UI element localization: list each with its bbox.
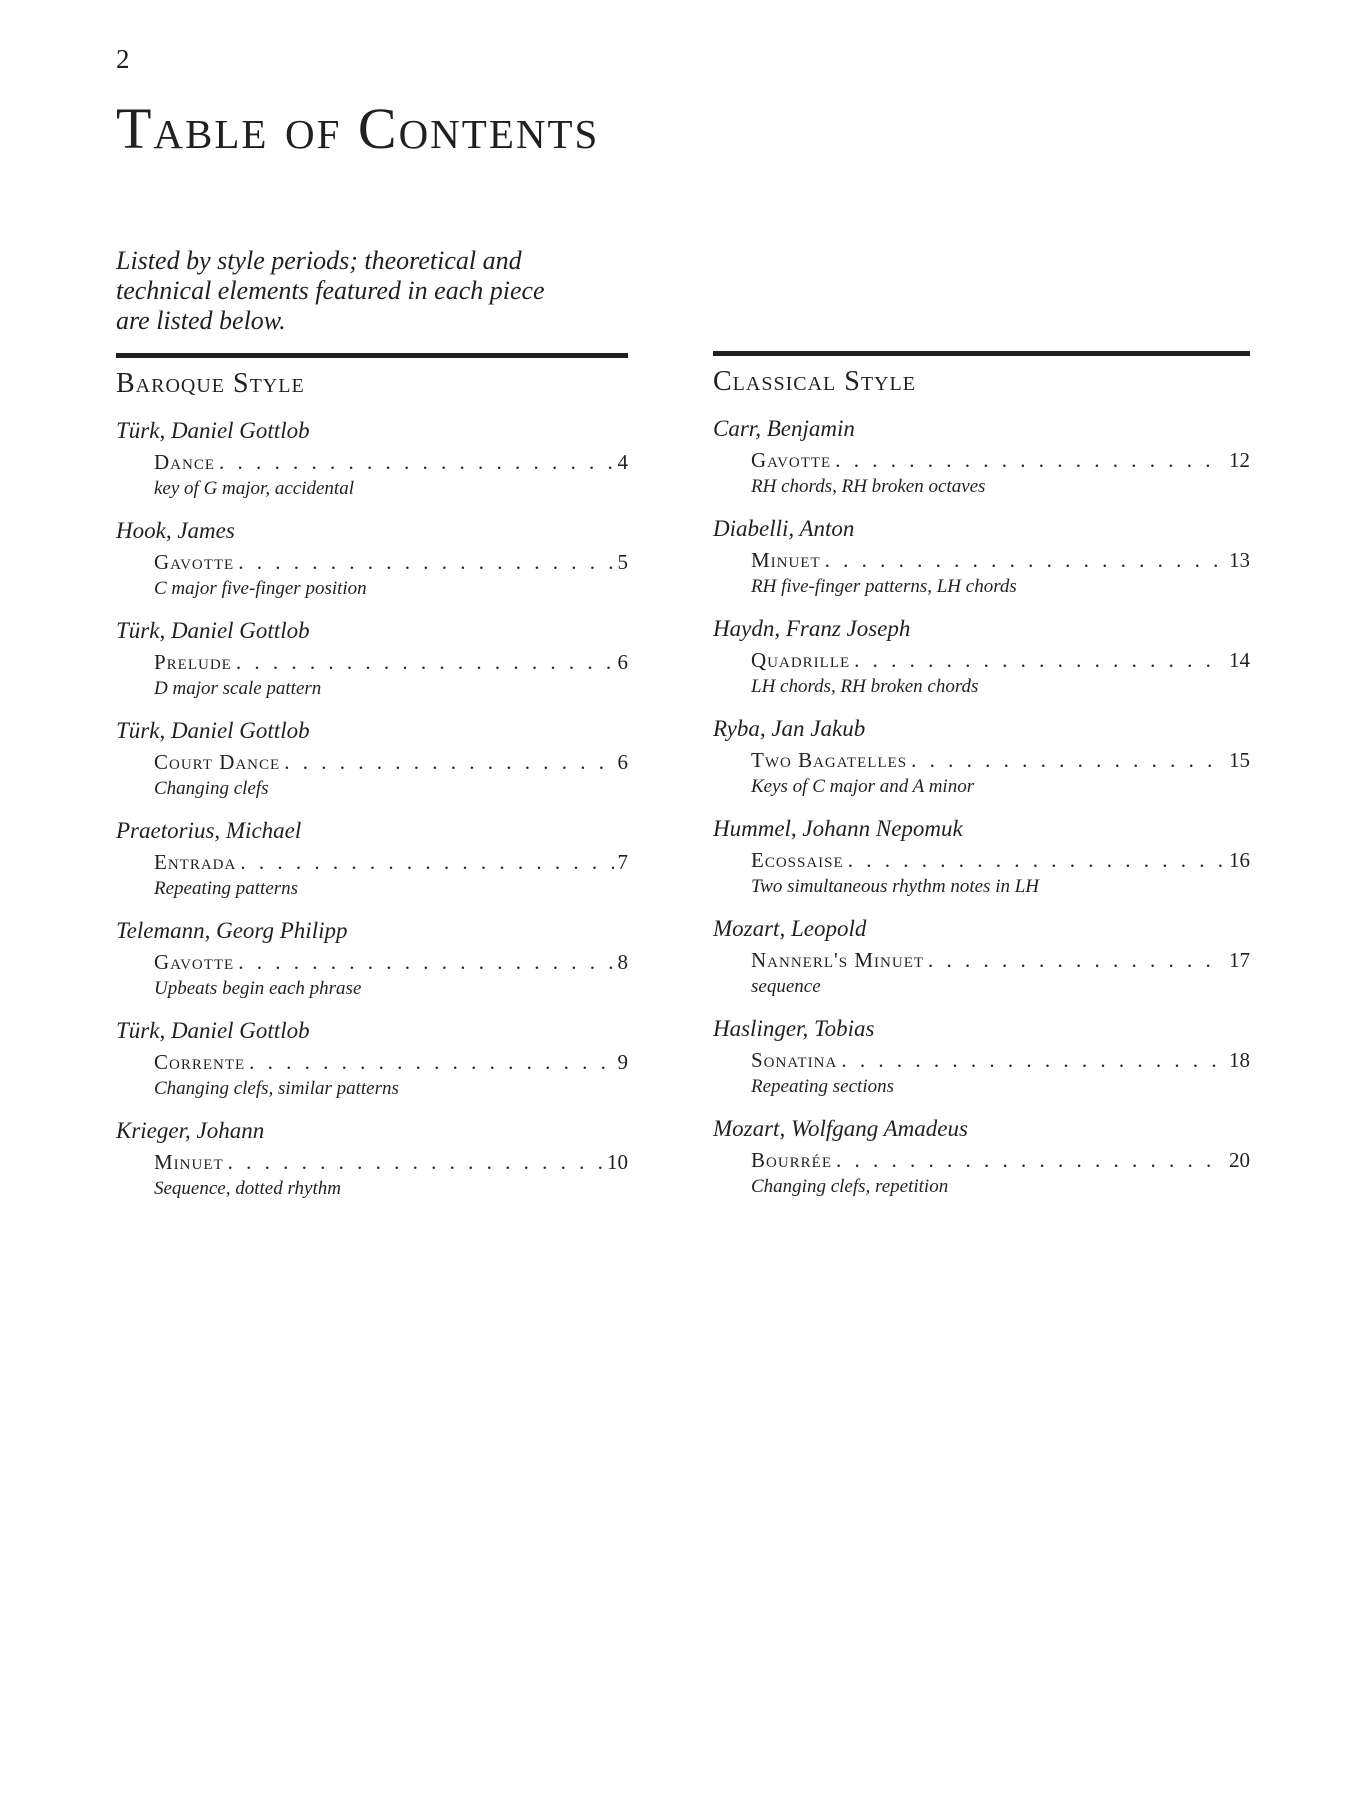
toc-entry bbox=[116, 515, 628, 601]
page-reference: 12 bbox=[1229, 448, 1250, 472]
dot-leader bbox=[240, 847, 613, 877]
toc-entry bbox=[713, 813, 1250, 899]
featured-elements: LH chords, RH broken chords bbox=[751, 676, 979, 697]
composer-name: Türk, Daniel Gottlob bbox=[116, 1018, 310, 1043]
featured-elements: RH chords, RH broken octaves bbox=[751, 476, 986, 497]
composer-name: Telemann, Georg Philipp bbox=[116, 918, 348, 943]
dot-leader bbox=[284, 747, 613, 777]
page-reference: 17 bbox=[1229, 948, 1250, 972]
piece-title: Bourrée bbox=[751, 1148, 833, 1172]
page-reference: 15 bbox=[1229, 748, 1250, 772]
dot-leader bbox=[848, 845, 1225, 875]
dot-leader bbox=[219, 447, 614, 477]
piece-line bbox=[751, 1145, 1250, 1175]
dot-leader bbox=[836, 1145, 1225, 1175]
piece-title: Dance bbox=[154, 450, 215, 474]
composer-name: Ryba, Jan Jakub bbox=[713, 716, 866, 741]
classical-section bbox=[713, 351, 1250, 1213]
page-number: 2 bbox=[116, 44, 130, 74]
toc-entry bbox=[116, 815, 628, 901]
entry-list bbox=[116, 415, 628, 1201]
composer-name: Diabelli, Anton bbox=[713, 516, 855, 541]
piece-line bbox=[154, 1147, 628, 1177]
page-reference: 13 bbox=[1229, 548, 1250, 572]
composer-name: Krieger, Johann bbox=[116, 1118, 265, 1143]
piece-title: Two Bagatelles bbox=[751, 748, 908, 772]
composer-name: Türk, Daniel Gottlob bbox=[116, 418, 310, 443]
piece-title: Ecossaise bbox=[751, 848, 844, 872]
entry-list bbox=[713, 413, 1250, 1199]
composer-name: Haslinger, Tobias bbox=[713, 1016, 875, 1041]
dot-leader bbox=[911, 745, 1225, 775]
page-reference: 14 bbox=[1229, 648, 1250, 672]
piece-title: Gavotte bbox=[154, 550, 235, 574]
toc-entry bbox=[713, 613, 1250, 699]
page-reference: 9 bbox=[617, 1050, 628, 1074]
piece-title: Gavotte bbox=[154, 950, 235, 974]
featured-elements: Two simultaneous rhythm notes in LH bbox=[751, 876, 1040, 897]
composer-name: Mozart, Wolfgang Amadeus bbox=[713, 1116, 968, 1141]
piece-title: Nannerl's Minuet bbox=[751, 948, 925, 972]
toc-entry bbox=[713, 1013, 1250, 1099]
piece-line bbox=[751, 845, 1250, 875]
piece-line bbox=[751, 1045, 1250, 1075]
piece-line bbox=[751, 945, 1250, 975]
featured-elements: key of G major, accidental bbox=[154, 478, 354, 499]
featured-elements: Changing clefs, similar patterns bbox=[154, 1078, 399, 1099]
piece-line bbox=[154, 847, 628, 877]
page-title: Table of Contents bbox=[116, 96, 600, 161]
piece-title: Minuet bbox=[751, 548, 821, 572]
page-subtitle: Listed by style periods; theoretical and technical elements featured in each piece are listed below. bbox=[116, 246, 545, 335]
dot-leader bbox=[228, 1147, 603, 1177]
composer-name: Hummel, Johann Nepomuk bbox=[713, 816, 963, 841]
page-reference: 8 bbox=[617, 950, 628, 974]
piece-title: Entrada bbox=[154, 850, 237, 874]
toc-entry bbox=[713, 913, 1250, 999]
dot-leader bbox=[854, 645, 1225, 675]
piece-line bbox=[751, 745, 1250, 775]
featured-elements: Changing clefs, repetition bbox=[751, 1176, 949, 1197]
composer-name: Hook, James bbox=[116, 518, 235, 543]
page-reference: 6 bbox=[617, 750, 628, 774]
featured-elements: RH five-finger patterns, LH chords bbox=[751, 576, 1017, 597]
section-heading: Baroque Style bbox=[116, 368, 305, 399]
page-reference: 7 bbox=[617, 850, 628, 874]
piece-title: Sonatina bbox=[751, 1048, 838, 1072]
featured-elements: Changing clefs bbox=[154, 778, 269, 799]
composer-name: Carr, Benjamin bbox=[713, 416, 855, 441]
toc-entry bbox=[116, 915, 628, 1001]
piece-title: Quadrille bbox=[751, 648, 851, 672]
featured-elements: Sequence, dotted rhythm bbox=[154, 1178, 341, 1199]
featured-elements: C major five-finger position bbox=[154, 578, 367, 599]
piece-line bbox=[154, 647, 628, 677]
piece-title: Court Dance bbox=[154, 750, 281, 774]
page-reference: 20 bbox=[1229, 1148, 1250, 1172]
toc-entry bbox=[116, 1115, 628, 1201]
toc-entry bbox=[116, 415, 628, 501]
toc-entry bbox=[713, 513, 1250, 599]
piece-title: Gavotte bbox=[751, 448, 832, 472]
piece-line bbox=[751, 645, 1250, 675]
dot-leader bbox=[236, 647, 614, 677]
toc-entry bbox=[713, 413, 1250, 499]
section-rule bbox=[116, 353, 628, 358]
composer-name: Türk, Daniel Gottlob bbox=[116, 618, 310, 643]
composer-name: Mozart, Leopold bbox=[713, 916, 867, 941]
toc-entry bbox=[116, 615, 628, 701]
composer-name: Türk, Daniel Gottlob bbox=[116, 718, 310, 743]
page-reference: 18 bbox=[1229, 1048, 1250, 1072]
piece-line bbox=[154, 747, 628, 777]
piece-title: Prelude bbox=[154, 650, 232, 674]
dot-leader bbox=[825, 545, 1225, 575]
composer-name: Praetorius, Michael bbox=[116, 818, 302, 843]
piece-title: Minuet bbox=[154, 1150, 224, 1174]
featured-elements: Repeating sections bbox=[751, 1076, 894, 1097]
dot-leader bbox=[928, 945, 1225, 975]
dot-leader bbox=[238, 947, 613, 977]
dot-leader bbox=[238, 547, 613, 577]
page-reference: 16 bbox=[1229, 848, 1250, 872]
piece-title: Corrente bbox=[154, 1050, 246, 1074]
piece-line bbox=[154, 447, 628, 477]
dot-leader bbox=[841, 1045, 1225, 1075]
piece-line bbox=[154, 547, 628, 577]
section-rule bbox=[713, 351, 1250, 356]
dot-leader bbox=[249, 1047, 613, 1077]
baroque-section bbox=[116, 353, 628, 1215]
featured-elements: Upbeats begin each phrase bbox=[154, 978, 362, 999]
toc-entry bbox=[116, 715, 628, 801]
piece-line bbox=[154, 1047, 628, 1077]
toc-entry bbox=[713, 713, 1250, 799]
featured-elements: sequence bbox=[751, 976, 821, 997]
page-reference: 4 bbox=[617, 450, 628, 474]
featured-elements: Repeating patterns bbox=[154, 878, 299, 899]
featured-elements: D major scale pattern bbox=[154, 678, 322, 699]
page-reference: 10 bbox=[607, 1150, 628, 1174]
page-reference: 6 bbox=[617, 650, 628, 674]
section-heading: Classical Style bbox=[713, 366, 916, 397]
piece-line bbox=[751, 545, 1250, 575]
composer-name: Haydn, Franz Joseph bbox=[713, 616, 911, 641]
toc-entry bbox=[713, 1113, 1250, 1199]
featured-elements: Keys of C major and A minor bbox=[751, 776, 975, 797]
dot-leader bbox=[835, 445, 1225, 475]
piece-line bbox=[154, 947, 628, 977]
piece-line bbox=[751, 445, 1250, 475]
page-reference: 5 bbox=[617, 550, 628, 574]
toc-entry bbox=[116, 1015, 628, 1101]
